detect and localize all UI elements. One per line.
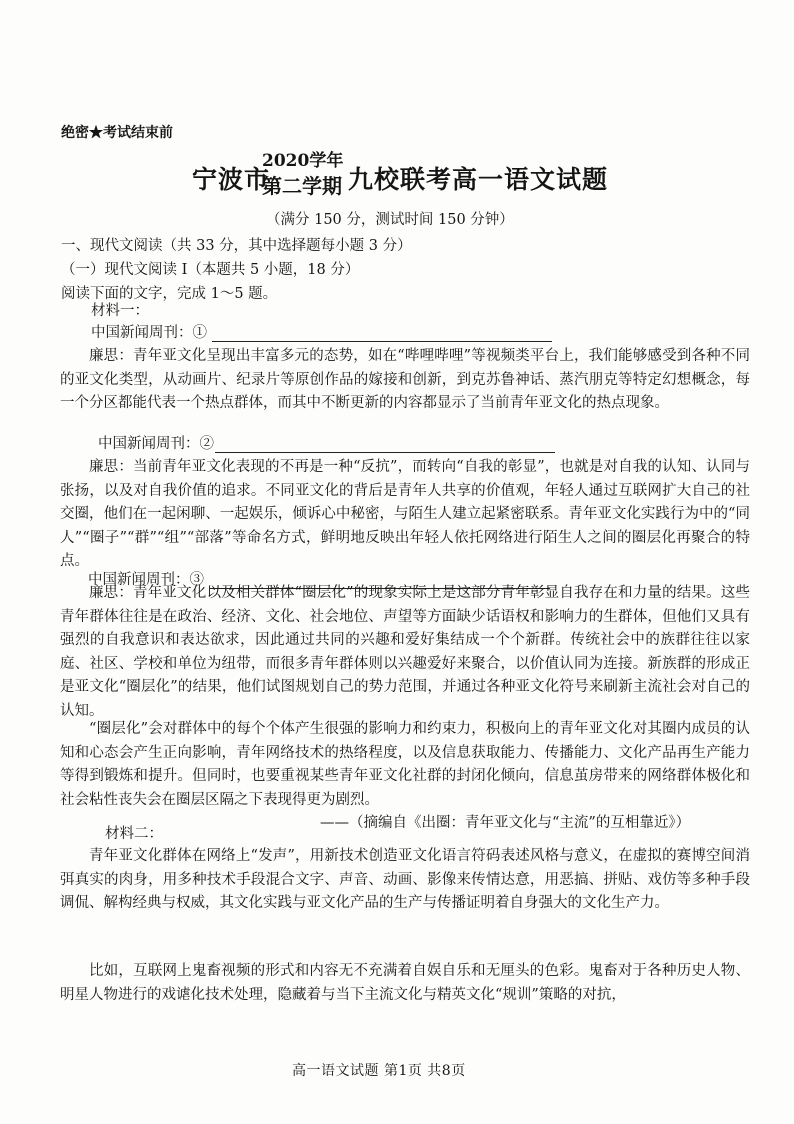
paragraph-material-two-2: 比如，互联网上鬼畜视频的形式和内容无不充满着自娱自乐和无厘头的色彩。鬼畜对于各种历史人物、明星人物进行的戏谑化技术处理，隐藏着与当下主流文化与精英文化“规训”策略的对抗， (60, 963, 750, 1003)
title-city: 宁波市 (192, 165, 271, 194)
interview-question-1: 中国新闻周刊：① (91, 325, 207, 341)
material-one-label: 材料一： (91, 303, 149, 319)
material-two-label: 材料二： (105, 826, 163, 842)
answer-blank-2[interactable] (215, 452, 555, 453)
page-title: 九校联考高一语文试题 (348, 165, 609, 194)
paragraph-material-two-1: 青年亚文化群体在网络上“发声”，用新技术创造亚文化语言符码表述风格与意义，在虚拟的赛博空间消弭真实的肉身，用多种技术手段混合文字、声音、动画、影像来传情达意，用恶搞、拼贴、戏仿等多种手段调侃、解构经典与权威，其文化实践与亚文化产品的生产与传播证明着自身强大的文化生产力。 (60, 848, 750, 911)
paragraph-circle-layering: “圈层化”会对群体中的每个个体产生很强的影响力和约束力，积极向上的青年亚文化对其圈内成员的认知和心态会产生正向影响，青年网络技术的热络程度，以及信息获取能力、传播能力、文化产品再生产能力等得到锻炼和提升。但同时，也要重视某些青年亚文化社群的封闭化倾向，信息茧房带来的网络群体极化和社会粘性丧失会在圈层区隔之下表现得更为剧烈。 (60, 721, 750, 808)
interview-answer-2: 廉思：当前青年亚文化表现的不再是一种“反抗”，而转向“自我的彰显”，也就是对自我的认知、认同与张扬，以及对自我价值的追求。不同亚文化的背后是青年人共享的价值观，年轻人通过互联网扩大自己的社交圈，他们在一起闲聊、一起娱乐，倾诉心中秘密，与陌生人建立起紧密联系。青年亚文化实践行为中的“同人”“圈子”“群”“组”“部落”等命名方式，鲜明地反映出年轻人依托网络进行陌生人之间的圈层化再聚合的特点。 (60, 459, 750, 569)
subsection-heading: （一）现代文阅读 I（本题共 5 小题，18 分） (61, 262, 360, 278)
interview-question-3: 中国新闻周刊：③ (88, 572, 204, 588)
instruction: 阅读下面的文字，完成 1～5 题。 (61, 286, 278, 302)
confidential-label: 绝密★考试结束前 (61, 125, 173, 141)
section-heading: 一、现代文阅读（共 33 分，其中选择题每小题 3 分） (61, 238, 412, 254)
source-citation: ——（摘编自《出圈：青年亚文化与“主流”的互相靠近》） (320, 815, 691, 831)
interview-question-2: 中国新闻周刊：② (98, 436, 214, 452)
score-line: （满分 150 分，测试时间 150 分钟） (266, 212, 514, 228)
title-semester: 第二学期 (262, 174, 342, 198)
title-year: 2020学年 (262, 151, 344, 171)
interview-answer-3: 廉思：青年亚文化以及相关群体“圈层化”的现象实际上是这部分青年彰显自我存在和力量的结果。这些青年群体往往是在政治、经济、文化、社会地位、声望等方面缺少话语权和影响力的生群体，但他们又具有强烈的自我意识和表达欲求，因此通过共同的兴趣和爱好集结成一个个新群。传统社会中的族群往往以家庭、社区、学校和单位为纽带，而很多青年群体则以兴趣爱好来聚合，以价值认同为连接。新族群的形成正是亚文化“圈层化”的结果，他们试图规划自己的势力范围，并通过各种亚文化符号来刷新主流社会对自己的认知。 (60, 585, 750, 719)
interview-answer-1: 廉思：青年亚文化呈现出丰富多元的态势，如在“哔哩哔哩”等视频类平台上，我们能够感受到各种不同的亚文化类型，从动画片、纪录片等原创作品的嫁接和创新，到克苏鲁神话、蒸汽朋克等特定幻想概念，每一个分区都能代表一个热点群体，而其中不断更新的内容都显示了当前青年亚文化的热点现象。 (60, 348, 750, 411)
answer-blank-1[interactable] (212, 341, 552, 342)
page-footer: 高一语文试题 第1页 共8页 (292, 1063, 466, 1079)
